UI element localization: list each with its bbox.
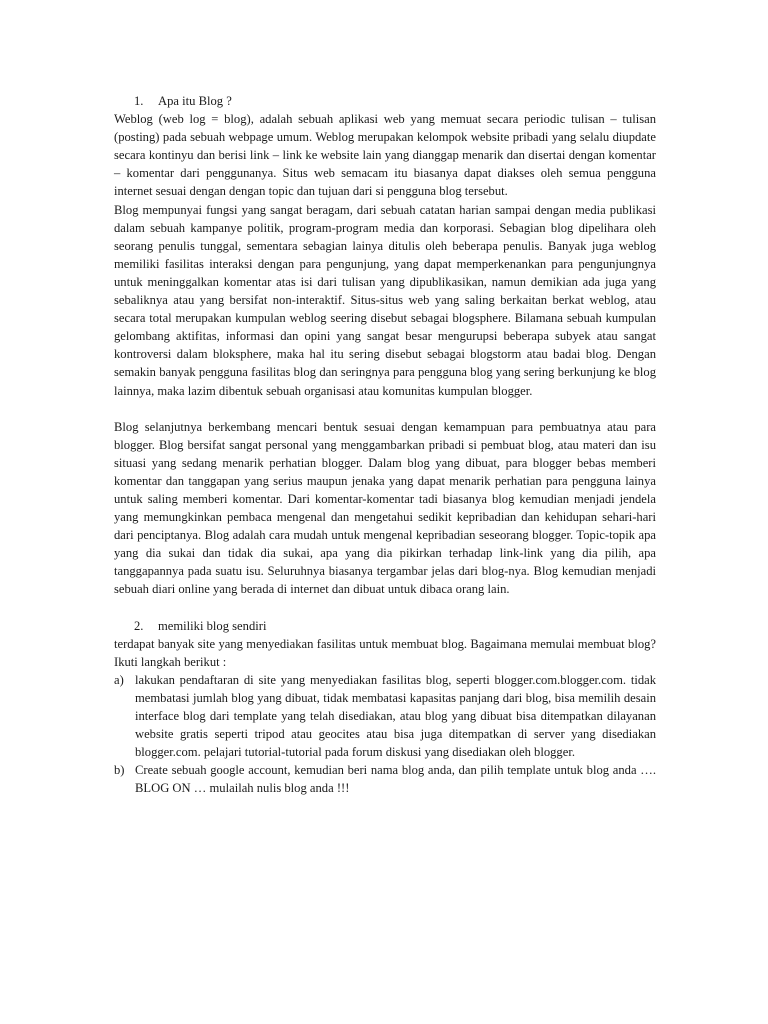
list-item bbox=[114, 761, 656, 797]
list-marker: b) bbox=[114, 763, 125, 778]
paragraph-gap bbox=[114, 599, 656, 617]
list-item-text: lakukan pendaftaran di site yang menyediakan fasilitas blog, seperti blogger.com.blogger.com. tidak membatasi jumlah blog yang dibuat, tidak membatasi kapasitas panjang dari blog, bisa memilih desain interface blog dari template yang telah disediakan, atau blog yang dibuat bisa ditempatkan dilayanan website gratis seperti tripod atau geocites atau bisa juga ditempatkan di server yang disediakan blogger.com. pelajari tutorial-tutorial pada forum diskusi yang disediakan oleh blogger. bbox=[135, 672, 656, 760]
section-2-number: 2. bbox=[134, 618, 144, 633]
section-1-heading bbox=[114, 92, 656, 110]
section-2-intro: terdapat banyak site yang menyediakan fasilitas untuk membuat blog. Bagaimana memulai membuat blog? Ikuti langkah berikut : bbox=[114, 636, 656, 669]
paragraph: Blog mempunyai fungsi yang sangat beragam, dari sebuah catatan harian sampai dengan media publikasi dalam sebuah kampanye politik, program-program media dan korporasi. Sebagian blog dipelihara oleh seorang penulis tunggal, sementara sebagian lainya ditulis oleh beberapa penulis. Banyak juga weblog memiliki fasilitas interaksi dengan para pengunjung, yang dapat memperkenankan para pengunjungnya untuk meninggalkan komentar atas isi dari tulisan yang dipublikasikan, namun demikian ada juga yang sebaliknya atau yang bersifat non-interaktif. Situs-situs web yang saling berkaitan berkat weblog, atau secara total merupakan kumpulan weblog seering disebut sebagai blogsphere. Bilamana sebuah kumpulan gelombang aktifitas, informasi dan opini yang sangat besar mengurupsi beberapa subyek atau sangat kontroversi dalam bloksphere, maka hal itu sering disebut sebagai blogstorm atau badai blog. Dengan semakin banyak pengguna fasilitas blog dan seringnya para pengguna blog yang sering berkunjung ke blog lainnya, maka lazim dibentuk sebuah organisasi atau komunitas kumpulan blogger. bbox=[114, 202, 656, 398]
paragraph: Blog selanjutnya berkembang mencari bentuk sesuai dengan kemampuan para pembuatnya atau para blogger. Blog bersifat sangat personal yang menggambarkan pribadi si pembuat blog, atau materi dan isu situasi yang sedang menarik perhatian blogger. Dalam blog yang dibuat, para blogger bebas memberi komentar dan tanggapan yang serius maupun jenaka yang dapat menarik perhatian para pengguna lainya untuk saling memberi komentar. Dari komentar-komentar tadi biasanya blog kemudian menjadi jendela yang memungkinkan pembaca mengenal dan mengetahui sedikit kepribadian dan kehidupan sehari-hari dari penciptanya. Blog adalah cara mudah untuk mengenal kepribadian seseorang blogger. Topic-topik apa yang dia sukai dan tidak dia sukai, apa yang dia pikirkan terhadap link-link yang dia pilih, apa tanggapannya pada suatu isu. Seluruhnya biasanya tergambar jelas dari blog-nya. Blog kemudian menjadi sebuah diari online yang berada di internet dan dibuat untuk dibaca orang lain. bbox=[114, 419, 656, 597]
document-page bbox=[114, 92, 656, 797]
list-item bbox=[114, 671, 656, 761]
section-2-heading bbox=[114, 617, 656, 635]
paragraph-gap bbox=[114, 400, 656, 418]
section-2-title: memiliki blog sendiri bbox=[158, 618, 267, 633]
list-marker: a) bbox=[114, 672, 124, 687]
section-1-title: Apa itu Blog ? bbox=[158, 94, 232, 108]
list-item-text: Create sebuah google account, kemudian beri nama blog anda, dan pilih template untuk blog anda …. BLOG ON … mulailah nulis blog anda !!! bbox=[135, 763, 656, 796]
section-1-number: 1. bbox=[134, 94, 144, 108]
paragraph: Weblog (web log = blog), adalah sebuah aplikasi web yang memuat secara periodic tulisan – tulisan (posting) pada sebuah webpage umum. Weblog merupakan kelompok website pribadi yang selalu diupdate secara kontinyu dan berisi link – link ke website lain yang dianggap menarik dan disertai dengan komentar – komentar dari penggunanya. Situs web semacam itu biasanya dapat diakses oleh semua pengguna internet sesuai dengan dengan topic dan tujuan dari si pengguna blog tersebut. bbox=[114, 112, 656, 199]
